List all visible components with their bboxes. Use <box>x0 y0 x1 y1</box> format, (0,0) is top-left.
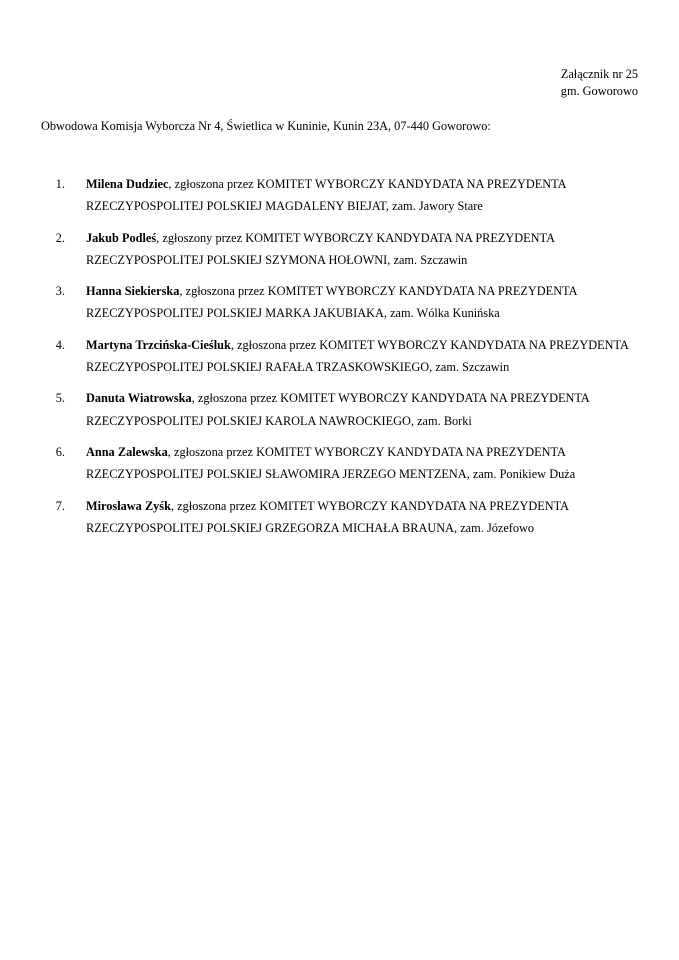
member-nomination-text: , zgłoszona przez KOMITET WYBORCZY KANDYDATA NA PREZYDENTA RZECZYPOSPOLITEJ POLSKIEJ RAFAŁA TRZASKOWSKIEGO, zam. Szczawin <box>86 337 629 375</box>
member-entry-text <box>68 441 638 486</box>
member-name: Jakub Podleś <box>86 230 157 245</box>
member-nomination-text: , zgłoszona przez KOMITET WYBORCZY KANDYDATA NA PREZYDENTA RZECZYPOSPOLITEJ POLSKIEJ SŁAWOMIRA JERZEGO MENTZENA, zam. Ponikiew Duża <box>86 444 576 482</box>
member-name: Martyna Trzcińska-Cieśluk <box>86 337 231 352</box>
member-index: 6. <box>55 444 65 459</box>
member-nomination-text: , zgłoszona przez KOMITET WYBORCZY KANDYDATA NA PREZYDENTA RZECZYPOSPOLITEJ POLSKIEJ KAROLA NAWROCKIEGO, zam. Borki <box>86 391 590 428</box>
member-list-item <box>41 173 638 218</box>
member-nomination-text: , zgłoszony przez KOMITET WYBORCZY KANDYDATA NA PREZYDENTA RZECZYPOSPOLITEJ POLSKIEJ SZYMONA HOŁOWNI, zam. Szczawin <box>86 230 555 267</box>
member-list-item <box>41 334 638 379</box>
member-entry-text <box>68 280 638 325</box>
member-list-item <box>41 227 638 272</box>
commission-address-line: Obwodowa Komisja Wyborcza Nr 4, Świetlica w Kuninie, Kunin 23A, 07-440 Goworowo: <box>41 119 491 133</box>
member-entry-text <box>68 334 638 379</box>
member-name: Mirosława Zyśk <box>86 498 171 513</box>
member-name: Milena Dudziec <box>86 177 169 191</box>
member-list-item <box>41 495 638 540</box>
member-index: 5. <box>55 391 65 406</box>
member-entry-text <box>68 173 638 218</box>
municipality-label: gm. Goworowo <box>560 83 638 98</box>
member-list-item <box>41 280 638 325</box>
member-name: Anna Zalewska <box>86 444 168 459</box>
member-nomination-text: , zgłoszona przez KOMITET WYBORCZY KANDYDATA NA PREZYDENTA RZECZYPOSPOLITEJ POLSKIEJ MARKA JAKUBIAKA, zam. Wólka Kunińska <box>86 284 577 321</box>
member-index: 1. <box>55 177 65 191</box>
member-entry-text <box>68 227 638 272</box>
attachment-number-label: Załącznik nr 25 <box>560 67 638 81</box>
member-index: 3. <box>55 284 65 299</box>
members-list <box>41 173 638 539</box>
member-index: 2. <box>55 230 65 245</box>
document-header-block <box>561 66 638 99</box>
member-name: Hanna Siekierska <box>86 284 180 299</box>
member-nomination-text: , zgłoszona przez KOMITET WYBORCZY KANDYDATA NA PREZYDENTA RZECZYPOSPOLITEJ POLSKIEJ MAGDALENY BIEJAT, zam. Jawory Stare <box>86 177 566 214</box>
member-index: 7. <box>55 498 65 513</box>
member-list-item <box>41 387 638 432</box>
member-nomination-text: , zgłoszona przez KOMITET WYBORCZY KANDYDATA NA PREZYDENTA RZECZYPOSPOLITEJ POLSKIEJ GRZEGORZA MICHAŁA BRAUNA, zam. Józefowo <box>86 498 569 535</box>
member-list-item <box>41 441 638 486</box>
member-entry-text <box>68 495 638 540</box>
member-entry-text <box>68 387 638 432</box>
member-name: Danuta Wiatrowska <box>86 391 192 406</box>
member-index: 4. <box>55 337 65 352</box>
